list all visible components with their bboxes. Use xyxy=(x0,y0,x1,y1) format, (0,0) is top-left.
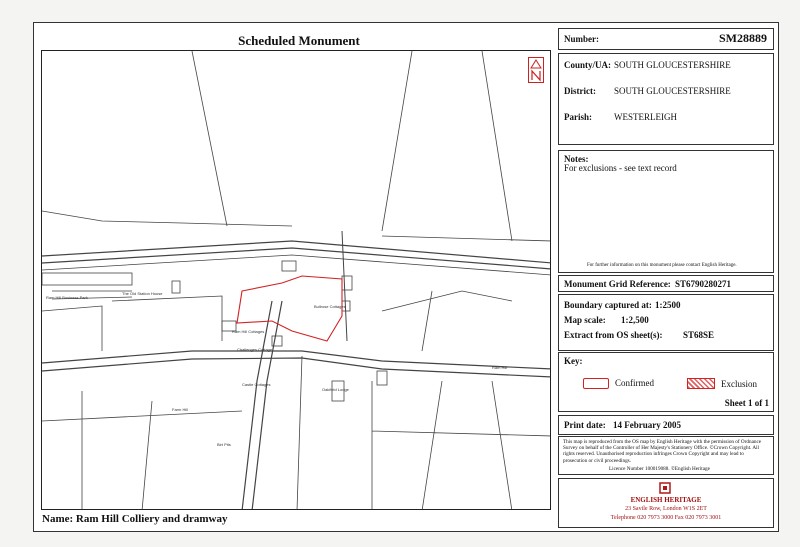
field-boundary xyxy=(372,381,551,510)
field-boundary xyxy=(382,236,551,241)
extract-value: ST68SE xyxy=(683,330,715,340)
railway-line xyxy=(42,241,551,263)
county-label: County/UA: xyxy=(564,60,612,70)
scale-label: Map scale: xyxy=(564,315,606,325)
key-panel xyxy=(558,352,774,412)
licence-number: Licence Number 100019088. ©English Heritage xyxy=(609,466,710,472)
notes-panel xyxy=(558,150,774,273)
scale-panel xyxy=(558,294,774,351)
parish-label: Parish: xyxy=(564,112,592,122)
building xyxy=(377,371,387,385)
exclusion-swatch xyxy=(687,378,715,389)
print-label: Print date: xyxy=(564,420,606,430)
monument-sheet xyxy=(33,22,779,532)
map-label: The Old Station House xyxy=(122,291,163,296)
licence-text: This map is reproduced from the OS map by English Heritage with the permission of Ordnance Survey on behalf of the Controller of Her Majesty's Stationery Office. ©Crown Copyright. All rights reserved. Unauthorised reproduction infringes Crown Copyright and may lead to prosecution or civil proceedings. xyxy=(563,439,762,464)
building xyxy=(172,281,180,293)
boundary-value: 1:2500 xyxy=(655,300,681,310)
print-value: 14 February 2005 xyxy=(613,420,681,430)
map-label: Challenges Cottage xyxy=(237,347,273,352)
field-boundary xyxy=(382,291,512,351)
scale-value: 1:2,500 xyxy=(621,315,649,325)
field-boundary xyxy=(42,391,242,510)
map-label: Birt Pits xyxy=(217,442,231,447)
eh-phone: Telephone 020 7973 3000 Fax 020 7973 3001 xyxy=(610,515,722,521)
north-arrow-icon xyxy=(528,57,544,83)
field-boundary xyxy=(42,211,292,226)
map-label: Ram Hill Business Park xyxy=(46,295,88,300)
parish-value: WESTERLEIGH xyxy=(614,112,677,122)
district-value: SOUTH GLOUCESTERSHIRE xyxy=(614,86,731,96)
eh-name: ENGLISH HERITAGE xyxy=(630,496,702,504)
eh-address: 23 Savile Row, London W1S 2ET xyxy=(625,506,707,512)
key-confirmed: Confirmed xyxy=(615,378,654,388)
district-label: District: xyxy=(564,86,596,96)
county-value: SOUTH GLOUCESTERSHIRE xyxy=(614,60,731,70)
building xyxy=(282,261,296,271)
monument-name xyxy=(42,513,227,525)
field-boundary xyxy=(482,51,512,241)
map-label: Ram Hill Cottages xyxy=(232,329,265,334)
building xyxy=(42,273,132,285)
name-label: Name: xyxy=(42,513,74,525)
road xyxy=(42,358,551,377)
field-boundary xyxy=(382,51,412,231)
name-value: Ram Hill Colliery and dramway xyxy=(75,513,228,525)
notes-value: For exclusions - see text record xyxy=(564,163,677,173)
sheet-label: Sheet 1 of 1 xyxy=(724,398,769,408)
key-label: Key: xyxy=(564,356,583,366)
notes-footer: For further information on this monument please contact English Heritage. xyxy=(587,263,737,268)
extract-label: Extract from OS sheet(s): xyxy=(564,330,663,340)
map-drawing xyxy=(42,51,551,510)
number-panel xyxy=(558,28,774,50)
map-label: Bullrose Cottages xyxy=(314,304,346,309)
location-panel xyxy=(558,53,774,145)
licence-panel xyxy=(558,436,774,475)
grid-ref-value: ST6790280271 xyxy=(675,279,732,289)
english-heritage-logo-icon xyxy=(659,482,671,494)
publisher-panel xyxy=(558,478,774,528)
confirmed-swatch xyxy=(583,378,609,389)
track xyxy=(297,356,302,510)
number-value: SM28889 xyxy=(719,31,767,45)
field-boundary xyxy=(192,51,227,226)
os-map xyxy=(41,50,551,510)
field-boundary xyxy=(42,296,222,351)
map-label: Oakfield Lodge xyxy=(322,387,349,392)
dramway xyxy=(342,231,347,341)
map-label: Farm Hill xyxy=(172,407,188,412)
grid-reference-panel xyxy=(558,275,774,292)
grid-ref-label: Monument Grid Reference: xyxy=(564,279,671,289)
print-date-panel xyxy=(558,415,774,435)
building xyxy=(342,276,352,290)
road xyxy=(42,351,551,369)
map-label: Castle Cottages xyxy=(242,382,271,387)
map-label: Ram Hill xyxy=(492,365,508,370)
boundary-label: Boundary captured at: xyxy=(564,300,652,310)
notes-label: Notes: xyxy=(564,154,589,164)
number-label: Number: xyxy=(564,34,599,44)
key-exclusion: Exclusion xyxy=(721,379,757,389)
map-title: Scheduled Monument xyxy=(238,33,360,48)
